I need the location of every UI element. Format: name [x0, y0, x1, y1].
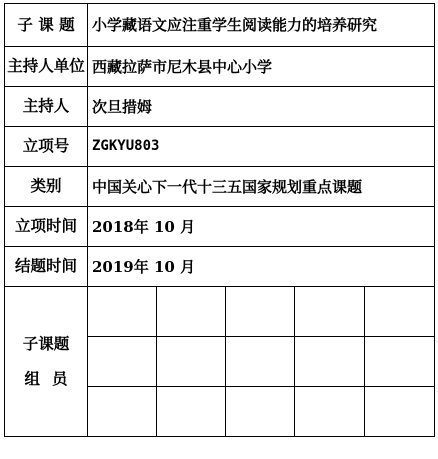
approval-time-value: 2018年 10 月: [88, 207, 435, 247]
member-cell: [226, 287, 295, 337]
member-cell: [88, 287, 157, 337]
member-cell: [88, 387, 157, 437]
members-label: [5, 287, 88, 437]
member-row-1: [5, 287, 435, 337]
member-cell: [226, 387, 295, 437]
member-cell: [157, 387, 226, 437]
host-unit-value: 西藏拉萨市尼木县中心小学: [88, 47, 435, 87]
host-value: 次旦措姆: [88, 87, 435, 127]
member-cell: [295, 337, 365, 387]
member-cell: [226, 337, 295, 387]
row-approval-time: [5, 207, 435, 247]
project-number-label: 立项号: [5, 127, 88, 167]
member-cell: [365, 387, 435, 437]
row-host: [5, 87, 435, 127]
completion-time-label: 结题时间: [5, 247, 88, 287]
row-subtopic: [5, 4, 435, 47]
category-label: 类别: [5, 167, 88, 207]
members-label-line1: 子课题: [22, 333, 70, 353]
project-info-form: [4, 3, 434, 437]
category-value: 中国关心下一代十三五国家规划重点课题: [88, 167, 435, 207]
row-project-number: [5, 127, 435, 167]
approval-time-label: 立项时间: [5, 207, 88, 247]
row-host-unit: [5, 47, 435, 87]
member-cell: [295, 387, 365, 437]
row-category: [5, 167, 435, 207]
member-cell: [157, 337, 226, 387]
host-label: 主持人: [5, 87, 88, 127]
host-unit-label: 主持人单位: [5, 47, 88, 87]
project-info-table: [4, 3, 435, 437]
project-number-value: ZGKYU803: [88, 127, 435, 167]
row-completion-time: [5, 247, 435, 287]
subtopic-value: 小学藏语文应注重学生阅读能力的培养研究: [88, 4, 435, 47]
members-label-line2: 组员: [24, 368, 80, 388]
completion-time-value: 2019年 10 月: [88, 247, 435, 287]
member-cell: [365, 287, 435, 337]
member-cell: [365, 337, 435, 387]
member-cell: [157, 287, 226, 337]
subtopic-label: 子 课 题: [5, 4, 88, 47]
member-cell: [88, 337, 157, 387]
member-cell: [295, 287, 365, 337]
